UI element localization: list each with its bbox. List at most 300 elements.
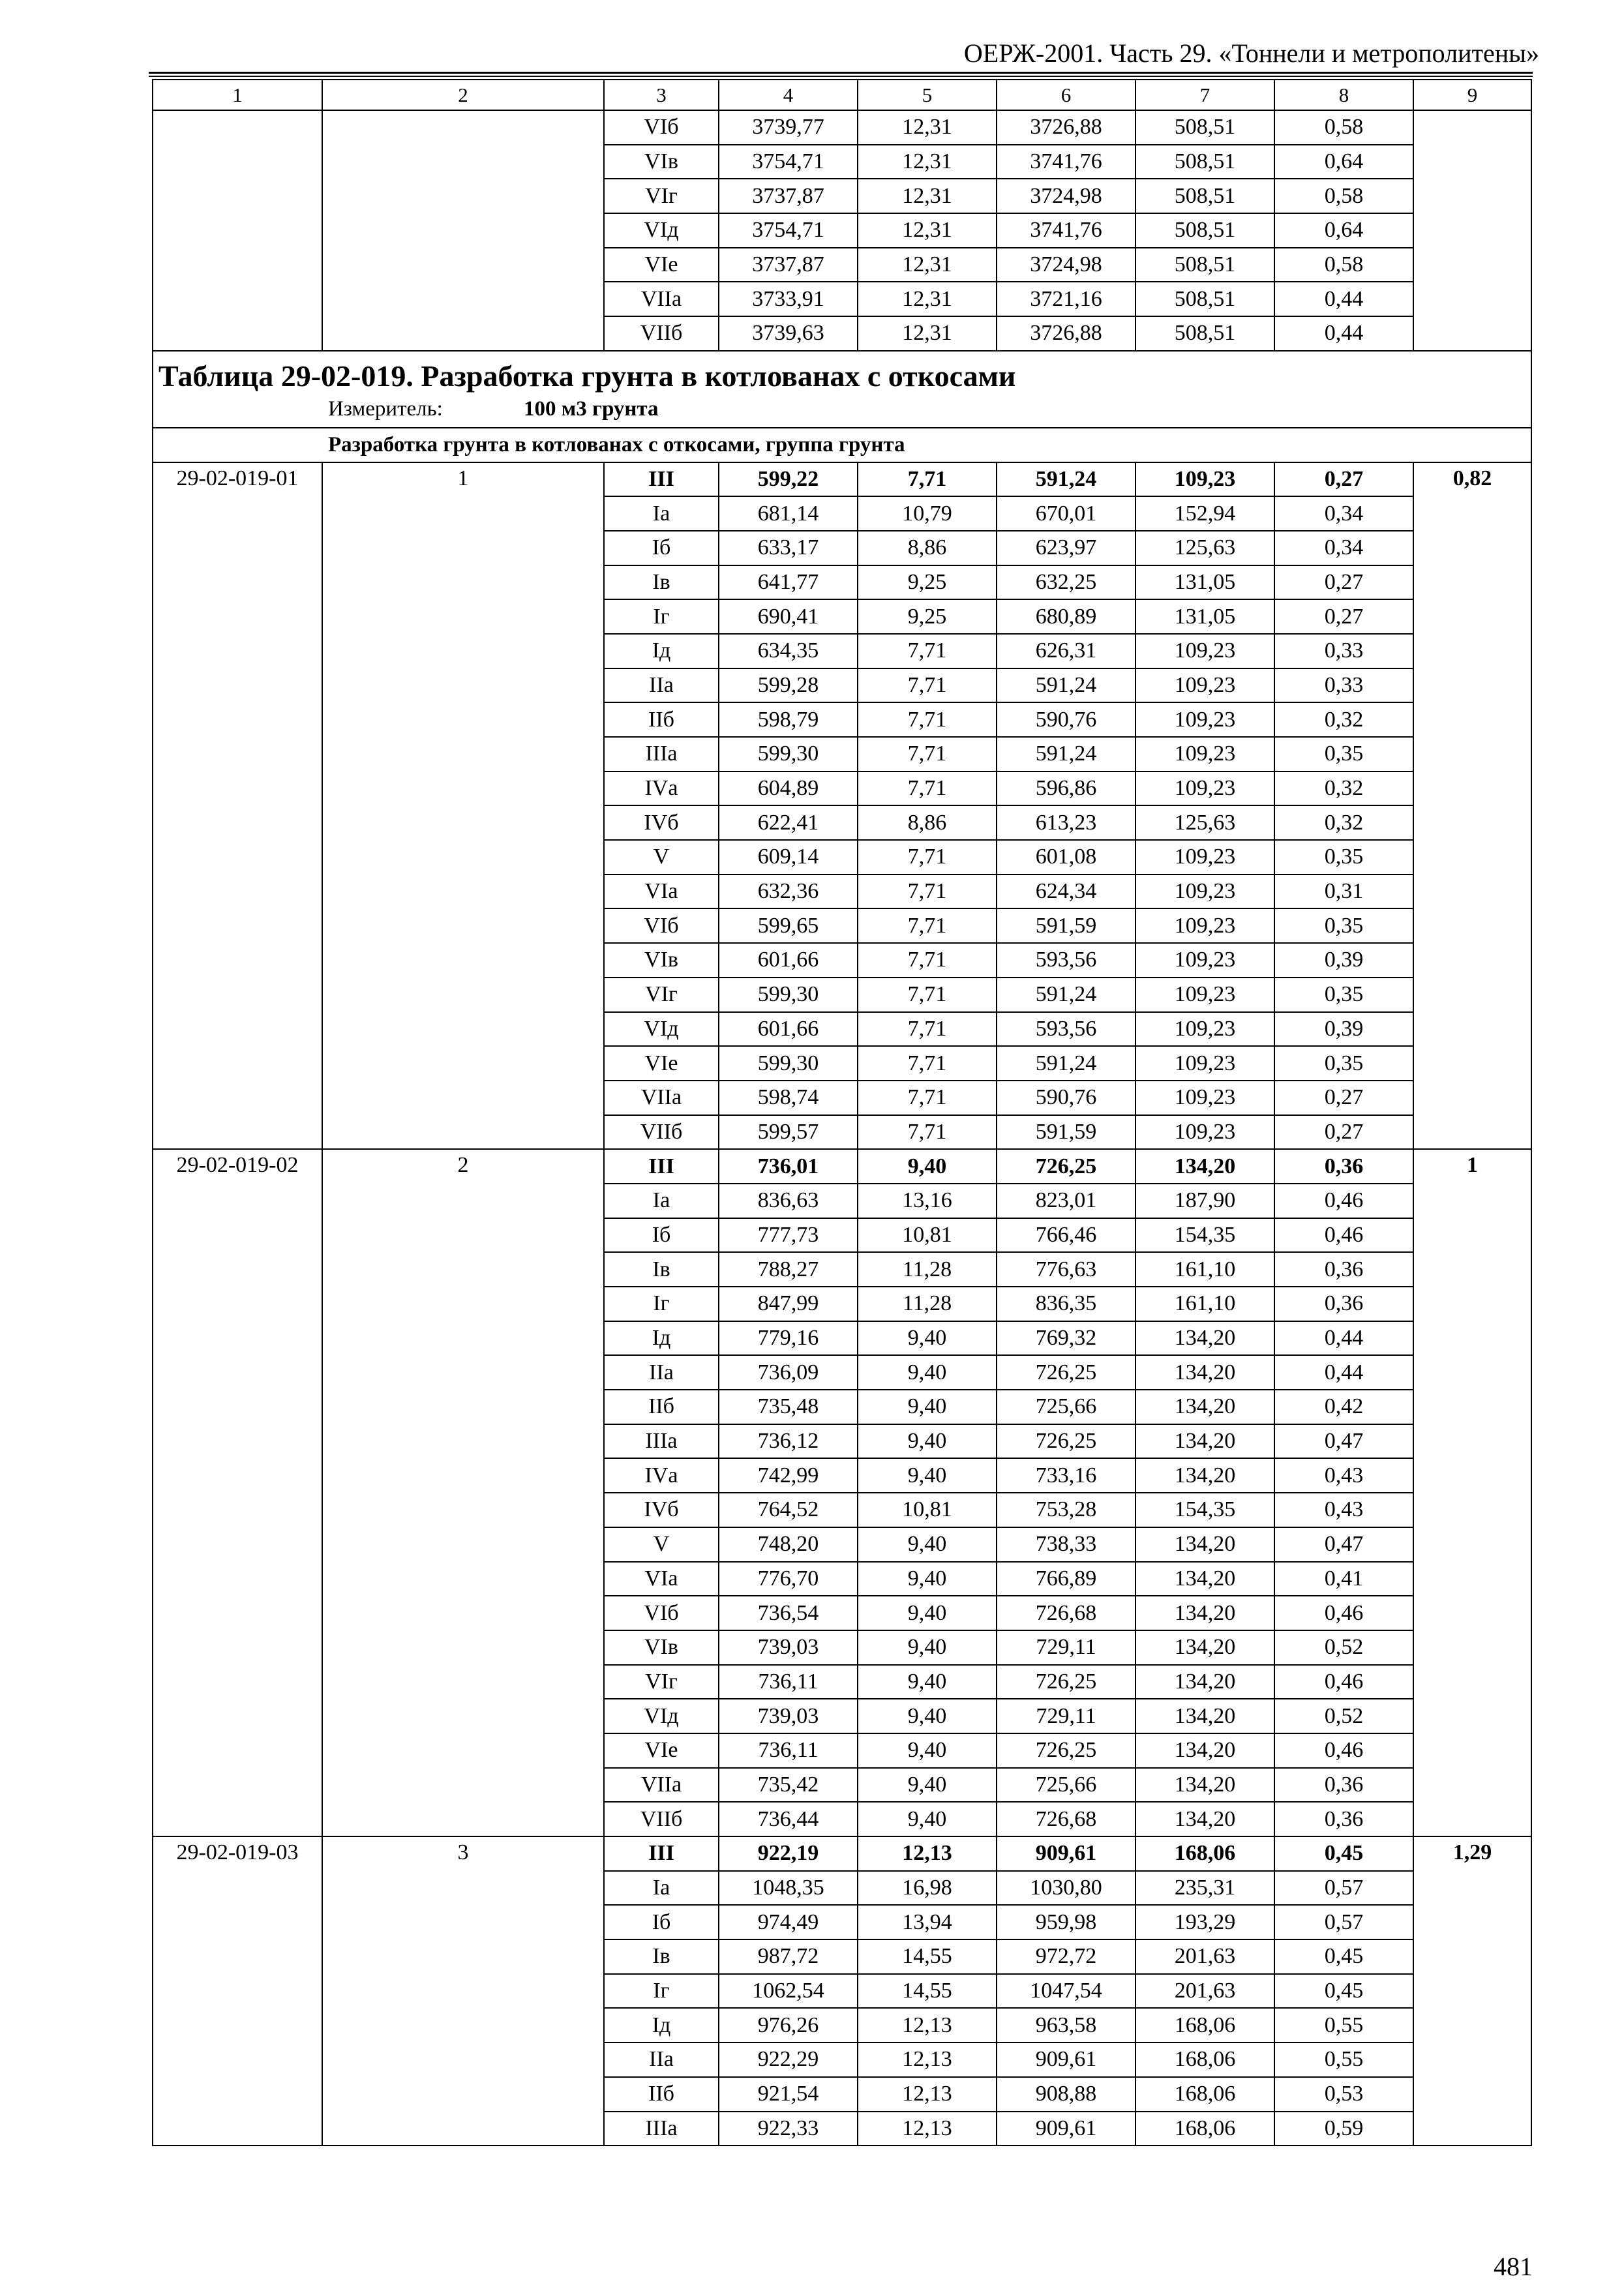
value-cell: 13,16 bbox=[858, 1184, 997, 1218]
value-cell: 134,20 bbox=[1135, 1458, 1274, 1493]
value-cell: 769,32 bbox=[997, 1321, 1135, 1356]
value-cell: 593,56 bbox=[997, 943, 1135, 978]
value-cell: 109,23 bbox=[1135, 875, 1274, 909]
value-cell: 10,81 bbox=[858, 1218, 997, 1253]
soil-group-cell: IIа bbox=[604, 2042, 719, 2077]
value-cell: 733,16 bbox=[997, 1458, 1135, 1493]
value-cell: 12,31 bbox=[858, 213, 997, 248]
value-cell: 0,44 bbox=[1274, 1321, 1413, 1356]
value-cell: 976,26 bbox=[719, 2008, 858, 2042]
value-cell: 0,35 bbox=[1274, 1046, 1413, 1081]
value-cell: 109,23 bbox=[1135, 634, 1274, 668]
value-cell: 7,71 bbox=[858, 875, 997, 909]
value-cell: 604,89 bbox=[719, 771, 858, 806]
code-cell bbox=[153, 110, 322, 351]
value-cell: 7,71 bbox=[858, 1046, 997, 1081]
value-cell: 0,52 bbox=[1274, 1699, 1413, 1733]
value-cell: 3754,71 bbox=[719, 213, 858, 248]
value-cell: 738,33 bbox=[997, 1527, 1135, 1562]
value-cell: 7,71 bbox=[858, 702, 997, 737]
page-number: 481 bbox=[1494, 2252, 1533, 2281]
value-cell: 14,55 bbox=[858, 1939, 997, 1974]
value-cell: 109,23 bbox=[1135, 771, 1274, 806]
value-cell: 0,58 bbox=[1274, 110, 1413, 145]
soil-group-cell: VIг bbox=[604, 1665, 719, 1699]
soil-group-cell: IIб bbox=[604, 2077, 719, 2112]
value-cell: 10,79 bbox=[858, 496, 997, 531]
value-cell: 690,41 bbox=[719, 599, 858, 634]
value-cell: 632,25 bbox=[997, 565, 1135, 600]
value-cell: 922,29 bbox=[719, 2042, 858, 2077]
value-cell: 0,33 bbox=[1274, 668, 1413, 703]
code-cell: 29-02-019-01 bbox=[153, 462, 322, 1150]
value-cell: 729,11 bbox=[997, 1630, 1135, 1665]
value-cell: 3741,76 bbox=[997, 145, 1135, 179]
column-number: 7 bbox=[1135, 80, 1274, 110]
value-cell: 1030,80 bbox=[997, 1871, 1135, 1906]
value-cell: 0,27 bbox=[1274, 1081, 1413, 1115]
value-cell: 9,40 bbox=[858, 1802, 997, 1836]
value-cell: 623,97 bbox=[997, 531, 1135, 565]
value-cell: 508,51 bbox=[1135, 145, 1274, 179]
value-cell: 601,08 bbox=[997, 840, 1135, 875]
soil-group-cell: Iг bbox=[604, 599, 719, 634]
value-cell: 0,36 bbox=[1274, 1802, 1413, 1836]
value-cell: 3737,87 bbox=[719, 179, 858, 213]
value-cell: 109,23 bbox=[1135, 737, 1274, 771]
value-cell: 7,71 bbox=[858, 978, 997, 1012]
column-number: 1 bbox=[153, 80, 322, 110]
value-cell: 823,01 bbox=[997, 1184, 1135, 1218]
soil-group-cell: VIв bbox=[604, 943, 719, 978]
value-cell: 0,32 bbox=[1274, 771, 1413, 806]
soil-group-cell: IIIа bbox=[604, 1424, 719, 1459]
value-cell: 9,40 bbox=[858, 1149, 997, 1184]
value-cell: 736,44 bbox=[719, 1802, 858, 1836]
value-cell: 0,44 bbox=[1274, 316, 1413, 351]
value-cell: 681,14 bbox=[719, 496, 858, 531]
soil-group-cell: IVб bbox=[604, 1493, 719, 1527]
value-cell: 193,29 bbox=[1135, 1905, 1274, 1939]
value-cell: 154,35 bbox=[1135, 1493, 1274, 1527]
value-cell: 3724,98 bbox=[997, 248, 1135, 282]
value-cell: 0,34 bbox=[1274, 531, 1413, 565]
value-cell: 641,77 bbox=[719, 565, 858, 600]
column-number: 8 bbox=[1274, 80, 1413, 110]
value-cell: 725,66 bbox=[997, 1390, 1135, 1424]
value-cell: 7,71 bbox=[858, 771, 997, 806]
soil-group-cell: VIа bbox=[604, 875, 719, 909]
value-cell: 9,40 bbox=[858, 1458, 997, 1493]
value-cell: 777,73 bbox=[719, 1218, 858, 1253]
section-header bbox=[153, 351, 1531, 428]
value-cell: 0,36 bbox=[1274, 1768, 1413, 1803]
value-cell: 134,20 bbox=[1135, 1562, 1274, 1596]
value-cell: 168,06 bbox=[1135, 2077, 1274, 2112]
value-cell: 736,01 bbox=[719, 1149, 858, 1184]
value-cell: 599,30 bbox=[719, 1046, 858, 1081]
value-cell: 0,57 bbox=[1274, 1905, 1413, 1939]
value-cell: 736,11 bbox=[719, 1665, 858, 1699]
value-cell: 7,71 bbox=[858, 737, 997, 771]
value-cell: 0,35 bbox=[1274, 840, 1413, 875]
value-cell: 12,13 bbox=[858, 2112, 997, 2146]
value-cell: 736,54 bbox=[719, 1596, 858, 1630]
value-cell: 9,40 bbox=[858, 1665, 997, 1699]
value-cell: 12,31 bbox=[858, 179, 997, 213]
value-cell: 134,20 bbox=[1135, 1733, 1274, 1768]
value-cell: 591,24 bbox=[997, 1046, 1135, 1081]
table-row bbox=[153, 110, 1531, 145]
value-cell: 596,86 bbox=[997, 771, 1135, 806]
value-cell: 0,46 bbox=[1274, 1596, 1413, 1630]
value-cell: 591,24 bbox=[997, 978, 1135, 1012]
column-number: 3 bbox=[604, 80, 719, 110]
value-cell: 766,46 bbox=[997, 1218, 1135, 1253]
value-cell: 109,23 bbox=[1135, 702, 1274, 737]
value-cell: 154,35 bbox=[1135, 1218, 1274, 1253]
soil-group-cell: IVб bbox=[604, 805, 719, 840]
column-number: 5 bbox=[858, 80, 997, 110]
value-cell: 599,22 bbox=[719, 462, 858, 497]
value-cell: 109,23 bbox=[1135, 668, 1274, 703]
table-row bbox=[153, 462, 1531, 497]
value-cell: 0,58 bbox=[1274, 248, 1413, 282]
value-cell: 168,06 bbox=[1135, 2112, 1274, 2146]
value-cell: 0,27 bbox=[1274, 462, 1413, 497]
value-cell: 742,99 bbox=[719, 1458, 858, 1493]
soil-group-cell: VIб bbox=[604, 110, 719, 145]
value-cell: 909,61 bbox=[997, 2042, 1135, 2077]
value-cell: 11,28 bbox=[858, 1252, 997, 1287]
soil-group-cell: III bbox=[604, 1149, 719, 1184]
value-cell: 591,59 bbox=[997, 1115, 1135, 1150]
value-cell: 0,32 bbox=[1274, 805, 1413, 840]
value-cell: 9,40 bbox=[858, 1527, 997, 1562]
value-cell: 909,61 bbox=[997, 1836, 1135, 1871]
header-rule bbox=[149, 76, 1533, 77]
column-number: 9 bbox=[1413, 80, 1531, 110]
value-cell: 109,23 bbox=[1135, 1115, 1274, 1150]
value-cell: 131,05 bbox=[1135, 565, 1274, 600]
value-cell: 7,71 bbox=[858, 1012, 997, 1047]
soil-group-cell: Iв bbox=[604, 1252, 719, 1287]
soil-group-cell: Iа bbox=[604, 496, 719, 531]
value-cell: 633,17 bbox=[719, 531, 858, 565]
value-cell: 3741,76 bbox=[997, 213, 1135, 248]
value-cell: 7,71 bbox=[858, 1081, 997, 1115]
column-number-row bbox=[153, 80, 1531, 110]
value-cell: 590,76 bbox=[997, 702, 1135, 737]
value-cell: 9,40 bbox=[858, 1699, 997, 1733]
value-cell: 776,70 bbox=[719, 1562, 858, 1596]
value-cell: 632,36 bbox=[719, 875, 858, 909]
soil-group-cell: IIа bbox=[604, 668, 719, 703]
soil-group-cell: Iа bbox=[604, 1184, 719, 1218]
value-cell: 134,20 bbox=[1135, 1802, 1274, 1836]
soil-group-cell: Iв bbox=[604, 565, 719, 600]
value-cell: 0,32 bbox=[1274, 702, 1413, 737]
value-cell: 599,28 bbox=[719, 668, 858, 703]
table-row bbox=[153, 1149, 1531, 1184]
value-cell: 201,63 bbox=[1135, 1939, 1274, 1974]
value-cell: 0,36 bbox=[1274, 1149, 1413, 1184]
value-cell: 0,36 bbox=[1274, 1252, 1413, 1287]
value-cell: 109,23 bbox=[1135, 1081, 1274, 1115]
value-cell: 736,09 bbox=[719, 1355, 858, 1390]
soil-group-cell: V bbox=[604, 840, 719, 875]
value-cell: 9,40 bbox=[858, 1768, 997, 1803]
soil-group-cell: VIIа bbox=[604, 1081, 719, 1115]
value-cell: 9,40 bbox=[858, 1424, 997, 1459]
soil-group-cell: VIIб bbox=[604, 316, 719, 351]
value-cell: 8,86 bbox=[858, 805, 997, 840]
soil-group-cell: Iв bbox=[604, 1939, 719, 1974]
value-cell: 161,10 bbox=[1135, 1287, 1274, 1321]
soil-group-cell: Iд bbox=[604, 2008, 719, 2042]
value-cell: 3737,87 bbox=[719, 248, 858, 282]
soil-group-cell: Iб bbox=[604, 1905, 719, 1939]
value-cell: 9,25 bbox=[858, 565, 997, 600]
value-cell: 590,76 bbox=[997, 1081, 1135, 1115]
value-cell: 909,61 bbox=[997, 2112, 1135, 2146]
value-cell: 508,51 bbox=[1135, 248, 1274, 282]
value-cell: 788,27 bbox=[719, 1252, 858, 1287]
name-cell: 3 bbox=[322, 1836, 604, 2146]
value-cell: 0,35 bbox=[1274, 978, 1413, 1012]
value-cell: 987,72 bbox=[719, 1939, 858, 1974]
soil-group-cell: VIг bbox=[604, 179, 719, 213]
value-cell: 1048,35 bbox=[719, 1871, 858, 1906]
value-cell: 921,54 bbox=[719, 2077, 858, 2112]
value-cell: 134,20 bbox=[1135, 1424, 1274, 1459]
value-cell: 0,46 bbox=[1274, 1218, 1413, 1253]
value-cell: 109,23 bbox=[1135, 840, 1274, 875]
soil-group-cell: Iг bbox=[604, 1974, 719, 2009]
value-cell: 847,99 bbox=[719, 1287, 858, 1321]
value-cell: 3721,16 bbox=[997, 282, 1135, 316]
value-cell: 134,20 bbox=[1135, 1699, 1274, 1733]
value-cell: 12,31 bbox=[858, 316, 997, 351]
value-cell: 134,20 bbox=[1135, 1596, 1274, 1630]
value-cell: 134,20 bbox=[1135, 1768, 1274, 1803]
name-cell: 2 bbox=[322, 1149, 604, 1836]
subheading-row bbox=[153, 428, 1531, 462]
name-cell: 1 bbox=[322, 462, 604, 1150]
value-cell: 12,13 bbox=[858, 1836, 997, 1871]
value-cell: 591,24 bbox=[997, 462, 1135, 497]
value-cell: 3754,71 bbox=[719, 145, 858, 179]
soil-group-cell: VIв bbox=[604, 1630, 719, 1665]
value-cell: 12,13 bbox=[858, 2008, 997, 2042]
value-cell: 0,42 bbox=[1274, 1390, 1413, 1424]
soil-group-cell: Iд bbox=[604, 1321, 719, 1356]
value-cell: 0,43 bbox=[1274, 1493, 1413, 1527]
value-cell: 109,23 bbox=[1135, 1046, 1274, 1081]
value-cell: 0,46 bbox=[1274, 1733, 1413, 1768]
value-cell: 922,33 bbox=[719, 2112, 858, 2146]
value-cell: 0,57 bbox=[1274, 1871, 1413, 1906]
value-cell: 972,72 bbox=[997, 1939, 1135, 1974]
soil-group-cell: Iа bbox=[604, 1871, 719, 1906]
soil-group-cell: IIIа bbox=[604, 737, 719, 771]
value-cell: 0,45 bbox=[1274, 1836, 1413, 1871]
value-cell: 0,41 bbox=[1274, 1562, 1413, 1596]
value-cell: 963,58 bbox=[997, 2008, 1135, 2042]
value-cell: 3739,63 bbox=[719, 316, 858, 351]
value-cell: 729,11 bbox=[997, 1699, 1135, 1733]
value-cell: 725,66 bbox=[997, 1768, 1135, 1803]
section-header-row bbox=[153, 351, 1531, 428]
soil-group-cell: VIб bbox=[604, 1596, 719, 1630]
value-cell: 974,49 bbox=[719, 1905, 858, 1939]
value-cell: 1047,54 bbox=[997, 1974, 1135, 2009]
value-cell: 753,28 bbox=[997, 1493, 1135, 1527]
value-cell: 0,43 bbox=[1274, 1458, 1413, 1493]
subheading: Разработка грунта в котлованах с откосами, группа грунта bbox=[153, 428, 1531, 462]
value-cell: 7,71 bbox=[858, 668, 997, 703]
column-number: 4 bbox=[719, 80, 858, 110]
soil-group-cell: III bbox=[604, 462, 719, 497]
value-cell: 134,20 bbox=[1135, 1149, 1274, 1184]
value-cell: 134,20 bbox=[1135, 1665, 1274, 1699]
soil-group-cell: VIIб bbox=[604, 1802, 719, 1836]
value-cell: 598,74 bbox=[719, 1081, 858, 1115]
soil-group-cell: IIа bbox=[604, 1355, 719, 1390]
value-cell: 9,40 bbox=[858, 1733, 997, 1768]
value-cell: 0,52 bbox=[1274, 1630, 1413, 1665]
value-cell: 0,33 bbox=[1274, 634, 1413, 668]
value-cell: 736,11 bbox=[719, 1733, 858, 1768]
soil-group-cell: III bbox=[604, 1836, 719, 1871]
value-cell: 776,63 bbox=[997, 1252, 1135, 1287]
value-cell: 599,30 bbox=[719, 978, 858, 1012]
soil-group-cell: Iг bbox=[604, 1287, 719, 1321]
value-cell: 591,59 bbox=[997, 908, 1135, 943]
value-cell: 3724,98 bbox=[997, 179, 1135, 213]
soil-group-cell: Iб bbox=[604, 531, 719, 565]
value-cell: 16,98 bbox=[858, 1871, 997, 1906]
value-cell: 125,63 bbox=[1135, 805, 1274, 840]
value-cell: 0,46 bbox=[1274, 1665, 1413, 1699]
value-cell: 736,12 bbox=[719, 1424, 858, 1459]
soil-group-cell: VIд bbox=[604, 213, 719, 248]
value-cell: 0,58 bbox=[1274, 179, 1413, 213]
value-cell: 599,65 bbox=[719, 908, 858, 943]
value-cell: 7,71 bbox=[858, 1115, 997, 1150]
value-cell: 0,47 bbox=[1274, 1424, 1413, 1459]
value-cell: 680,89 bbox=[997, 599, 1135, 634]
value-cell: 14,55 bbox=[858, 1974, 997, 2009]
value-cell: 726,68 bbox=[997, 1802, 1135, 1836]
value-cell: 748,20 bbox=[719, 1527, 858, 1562]
value-cell: 599,30 bbox=[719, 737, 858, 771]
code-cell: 29-02-019-03 bbox=[153, 1836, 322, 2146]
value-cell: 735,48 bbox=[719, 1390, 858, 1424]
value-cell: 7,71 bbox=[858, 634, 997, 668]
value-cell: 591,24 bbox=[997, 668, 1135, 703]
value-cell: 10,81 bbox=[858, 1493, 997, 1527]
norm-cell: 1,29 bbox=[1413, 1836, 1531, 2146]
soil-group-cell: Iд bbox=[604, 634, 719, 668]
value-cell: 598,79 bbox=[719, 702, 858, 737]
value-cell: 591,24 bbox=[997, 737, 1135, 771]
value-cell: 3739,77 bbox=[719, 110, 858, 145]
value-cell: 0,44 bbox=[1274, 282, 1413, 316]
value-cell: 599,57 bbox=[719, 1115, 858, 1150]
value-cell: 3733,91 bbox=[719, 282, 858, 316]
measure-label: Измеритель: bbox=[328, 396, 443, 421]
value-cell: 764,52 bbox=[719, 1493, 858, 1527]
soil-group-cell: IVа bbox=[604, 1458, 719, 1493]
value-cell: 613,23 bbox=[997, 805, 1135, 840]
column-number: 6 bbox=[997, 80, 1135, 110]
soil-group-cell: IIб bbox=[604, 1390, 719, 1424]
value-cell: 836,35 bbox=[997, 1287, 1135, 1321]
value-cell: 959,98 bbox=[997, 1905, 1135, 1939]
value-cell: 11,28 bbox=[858, 1287, 997, 1321]
table-title: Таблица 29-02-019. Разработка грунта в котлованах с откосами bbox=[158, 359, 1016, 393]
value-cell: 0,64 bbox=[1274, 213, 1413, 248]
value-cell: 161,10 bbox=[1135, 1252, 1274, 1287]
value-cell: 168,06 bbox=[1135, 1836, 1274, 1871]
value-cell: 109,23 bbox=[1135, 462, 1274, 497]
value-cell: 0,36 bbox=[1274, 1287, 1413, 1321]
soil-group-cell: VIд bbox=[604, 1699, 719, 1733]
value-cell: 7,71 bbox=[858, 908, 997, 943]
value-cell: 201,63 bbox=[1135, 1974, 1274, 2009]
running-header: ОЕРЖ-2001. Часть 29. «Тоннели и метрополитены» bbox=[963, 38, 1539, 68]
value-cell: 9,40 bbox=[858, 1630, 997, 1665]
value-cell: 12,31 bbox=[858, 145, 997, 179]
value-cell: 508,51 bbox=[1135, 316, 1274, 351]
value-cell: 0,31 bbox=[1274, 875, 1413, 909]
code-cell: 29-02-019-02 bbox=[153, 1149, 322, 1836]
value-cell: 908,88 bbox=[997, 2077, 1135, 2112]
value-cell: 12,13 bbox=[858, 2077, 997, 2112]
soil-group-cell: IIIа bbox=[604, 2112, 719, 2146]
value-cell: 739,03 bbox=[719, 1630, 858, 1665]
norm-cell bbox=[1413, 110, 1531, 351]
value-cell: 12,31 bbox=[858, 282, 997, 316]
value-cell: 3726,88 bbox=[997, 110, 1135, 145]
value-cell: 12,31 bbox=[858, 248, 997, 282]
value-cell: 134,20 bbox=[1135, 1527, 1274, 1562]
value-cell: 0,35 bbox=[1274, 737, 1413, 771]
value-cell: 134,20 bbox=[1135, 1390, 1274, 1424]
soil-group-cell: VIв bbox=[604, 145, 719, 179]
value-cell: 9,40 bbox=[858, 1596, 997, 1630]
value-cell: 0,39 bbox=[1274, 943, 1413, 978]
value-cell: 7,71 bbox=[858, 840, 997, 875]
value-cell: 726,25 bbox=[997, 1733, 1135, 1768]
value-cell: 109,23 bbox=[1135, 908, 1274, 943]
value-cell: 9,25 bbox=[858, 599, 997, 634]
value-cell: 726,25 bbox=[997, 1355, 1135, 1390]
value-cell: 508,51 bbox=[1135, 110, 1274, 145]
value-cell: 726,25 bbox=[997, 1424, 1135, 1459]
value-cell: 168,06 bbox=[1135, 2008, 1274, 2042]
value-cell: 0,53 bbox=[1274, 2077, 1413, 2112]
value-cell: 109,23 bbox=[1135, 978, 1274, 1012]
value-cell: 109,23 bbox=[1135, 943, 1274, 978]
value-cell: 0,27 bbox=[1274, 565, 1413, 600]
value-cell: 134,20 bbox=[1135, 1630, 1274, 1665]
value-cell: 508,51 bbox=[1135, 179, 1274, 213]
value-cell: 626,31 bbox=[997, 634, 1135, 668]
soil-group-cell: V bbox=[604, 1527, 719, 1562]
value-cell: 670,01 bbox=[997, 496, 1135, 531]
